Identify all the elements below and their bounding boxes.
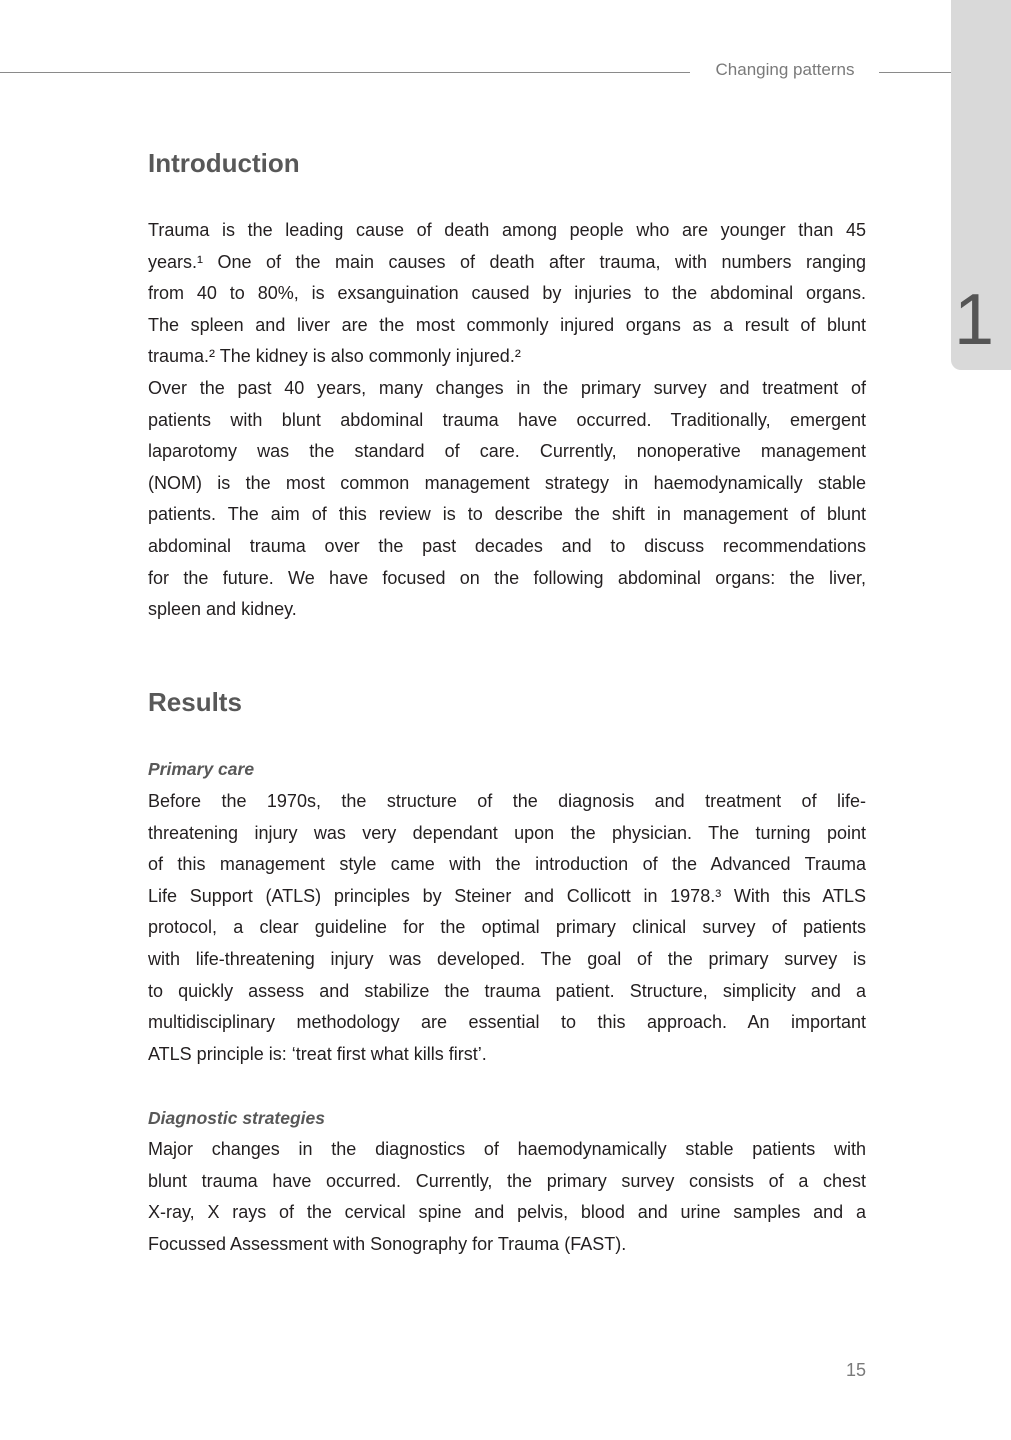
text-line: trauma.² The kidney is also commonly injured.² <box>148 346 521 367</box>
text-line: spleen and kidney. <box>148 599 297 620</box>
text-line: Over the past 40 years, many changes in the primary survey and treatment of <box>148 378 866 398</box>
header-rule-left <box>0 72 690 73</box>
text-line: patients with blunt abdominal trauma have occurred. Traditionally, emergent <box>148 409 866 430</box>
subheading-diagnostic-strategies: Diagnostic strategies <box>148 1108 325 1128</box>
text-line: blunt trauma have occurred. Currently, the primary survey consists of a chest <box>148 1170 866 1191</box>
primary-care-paragraph <box>148 786 866 1070</box>
text-line: The spleen and liver are the most commonly injured organs as a result of blunt <box>148 314 866 335</box>
subheading-primary-care: Primary care <box>148 759 255 779</box>
diagnostic-strategies-paragraph <box>148 1134 866 1260</box>
chapter-number: 1 <box>954 280 995 360</box>
text-line: to quickly assess and stabilize the trauma patient. Structure, simplicity and a <box>148 980 866 1001</box>
text-line: laparotomy was the standard of care. Currently, nonoperative management <box>148 441 866 462</box>
intro-paragraph-1 <box>148 215 866 373</box>
text-line: threatening injury was very dependant upon the physician. The turning point <box>148 822 866 843</box>
text-line: from 40 to 80%, is exsanguination caused by injuries to the abdominal organs. <box>148 283 866 304</box>
heading-results: Results <box>148 687 242 717</box>
text-line: Before the 1970s, the structure of the diagnosis and treatment of life- <box>148 791 866 811</box>
header-rule-right <box>879 72 951 73</box>
text-line: Trauma is the leading cause of death among people who are younger than 45 <box>148 220 866 240</box>
page-number: 15 <box>845 1360 866 1380</box>
text-line: patients. The aim of this review is to describe the shift in management of blunt <box>148 504 866 525</box>
text-line: Focussed Assessment with Sonography for Trauma (FAST). <box>148 1233 627 1254</box>
text-line: abdominal trauma over the past decades and to discuss recommendations <box>148 535 866 556</box>
text-line: (NOM) is the most common management strategy in haemodynamically stable <box>148 472 866 493</box>
text-line: Major changes in the diagnostics of haemodynamically stable patients with <box>148 1139 866 1159</box>
text-line: of this management style came with the introduction of the Advanced Trauma <box>148 854 866 875</box>
text-line: multidisciplinary methodology are essential to this approach. An important <box>148 1012 866 1033</box>
heading-introduction: Introduction <box>148 148 300 178</box>
text-line: ATLS principle is: ‘treat first what kills first’. <box>148 1043 487 1064</box>
text-line: X-ray, X rays of the cervical spine and pelvis, blood and urine samples and a <box>148 1202 866 1223</box>
text-line: Life Support (ATLS) principles by Steiner and Collicott in 1978.³ With this ATLS <box>148 885 866 906</box>
text-line: years.¹ One of the main causes of death after trauma, with numbers ranging <box>148 251 866 272</box>
running-title: Changing patterns <box>715 60 855 79</box>
text-line: for the future. We have focused on the following abdominal organs: the liver, <box>148 567 866 588</box>
text-line: with life-threatening injury was developed. The goal of the primary survey is <box>148 948 866 969</box>
intro-paragraph-2 <box>148 373 866 626</box>
text-line: protocol, a clear guideline for the optimal primary clinical survey of patients <box>148 917 866 938</box>
